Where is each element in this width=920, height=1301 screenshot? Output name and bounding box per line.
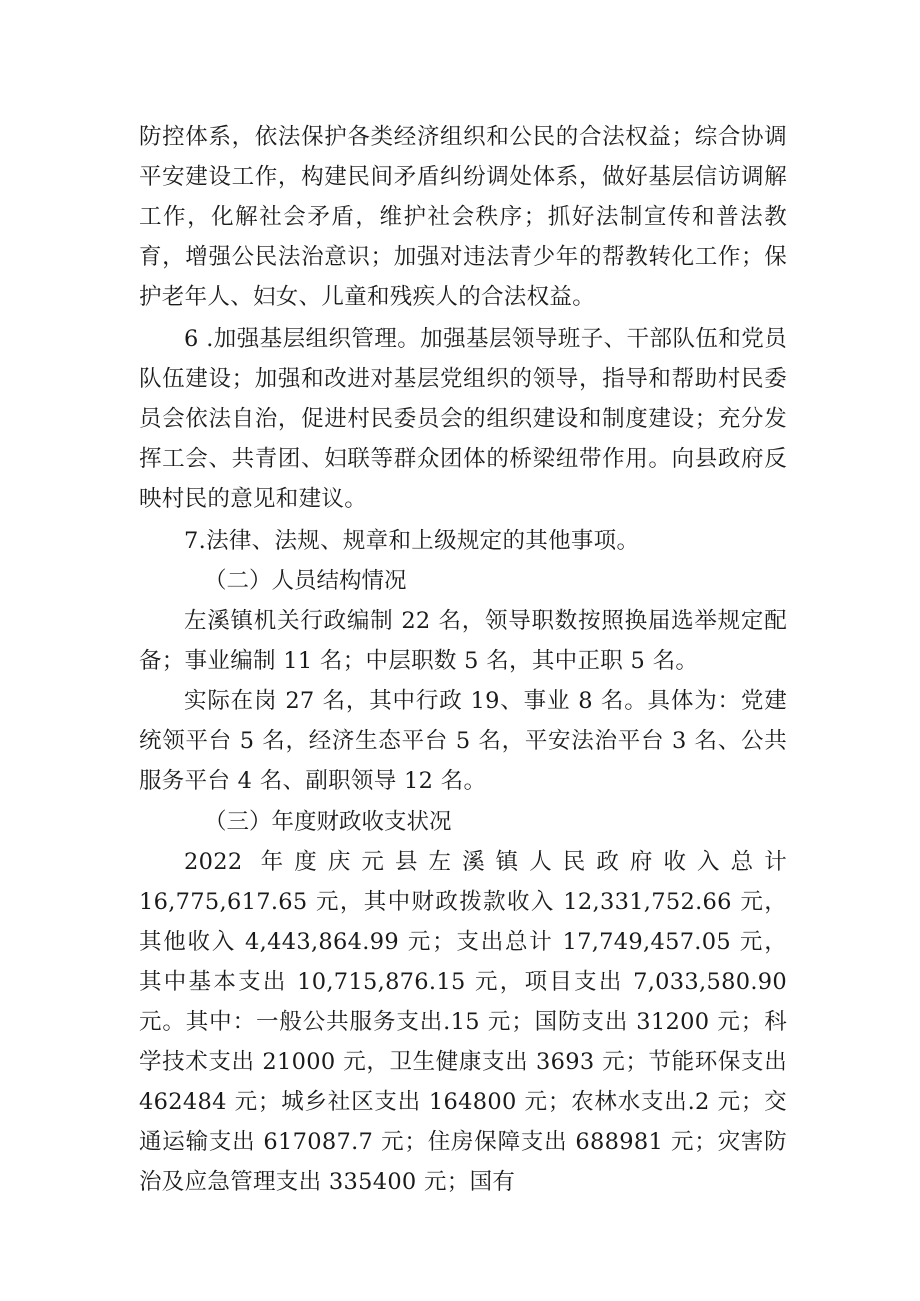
paragraph-actual-staff: 实际在岗 27 名，其中行政 19、事业 8 名。具体为：党建统领平台 5 名，经济生态平台 5 名，平安法治平台 3 名、公共服务平台 4 名、副职领导 12 名。 (139, 688, 787, 794)
section-heading-finance: （三）年度财政收支状况 (204, 809, 452, 835)
paragraph-staffing-quota: 左溪镇机关行政编制 22 名，领导职数按照换届选举规定配备；事业编制 11 名；中层职数 5 名，其中正职 5 名。 (139, 608, 787, 674)
paragraph-item-7: 7.法律、法规、规章和上级规定的其他事项。 (184, 528, 640, 554)
paragraph-item-6: 6 .加强基层组织管理。加强基层领导班子、干部队伍和党员队伍建设；加强和改进对基层党组织的领导，指导和帮助村民委员会依法自治，促进村民委员会的组织建设和制度建设；充分发挥工会、共青团、妇联等群众团体的桥梁纽带作用。向县政府反映村民的意见和建议。 (139, 326, 787, 512)
paragraph-finance-details: 2022 年度庆元县左溪镇人民政府收入总计 16,775,617.65 元，其中财政拨款收入 12,331,752.66 元，其他收入 4,443,864.99 元；支出总计 17,749,457.05 元，其中基本支出 10,715,876.15 元，项目支出 7,033,580.90 元。其中：一般公共服务支出.15 元；国防支出 31200 元；科学技术支出 21000 元，卫生健康支出 3693 元；节能环保支出 462484 元；城乡社区支出 164800 元；农林水支出.2 元；交通运输支出 617087.7 元；住房保障支出 688981 元；灾害防治及应急管理支出 335400 元；国有 (139, 849, 787, 1195)
paragraph-safety-system: 防控体系，依法保护各类经济组织和公民的合法权益；综合协调平安建设工作，构建民间矛盾纠纷调处体系，做好基层信访调解工作，化解社会矛盾，维护社会秩序；抓好法制宣传和普法教育，增强公民法治意识；加强对违法青少年的帮教转化工作；保护老年人、妇女、儿童和残疾人的合法权益。 (139, 124, 787, 310)
section-heading-staff-structure: （二）人员结构情况 (204, 568, 407, 594)
